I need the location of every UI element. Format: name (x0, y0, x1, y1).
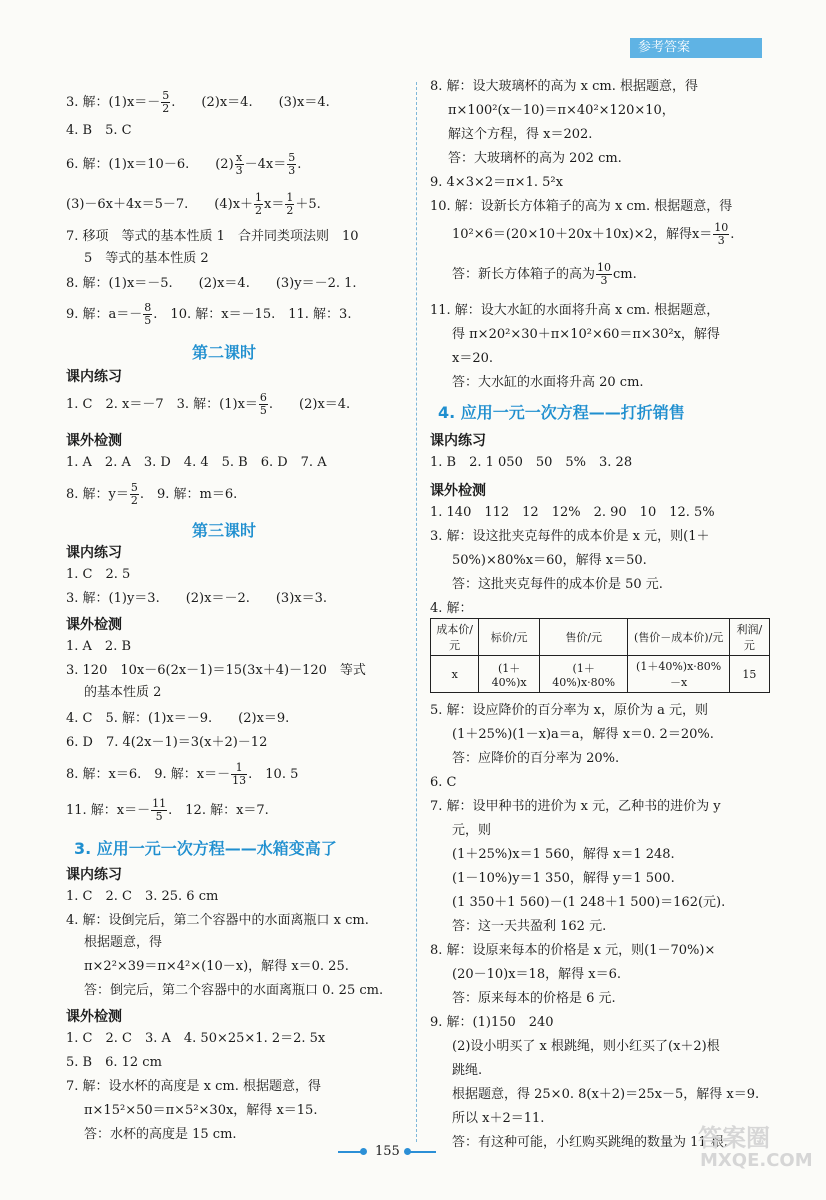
watermark-url: MXQE.COM (700, 1150, 813, 1171)
text: . (297, 157, 302, 172)
text: 8. 解：y＝ (66, 487, 129, 502)
numerator: 1 (286, 191, 294, 204)
answer-line: 答：这批夹克每件的成本价是 50 元. (452, 577, 663, 592)
answer-line: 1. A 2. B (66, 639, 132, 654)
table-row (431, 619, 770, 656)
denominator: 5 (259, 404, 267, 417)
answer-line: 8. 解：设大玻璃杯的高为 x cm. 根据题意，得 (430, 79, 699, 94)
denominator: 2 (286, 204, 294, 217)
denominator: 3 (717, 234, 725, 247)
subsection-after-class: 课外检测 (430, 483, 486, 499)
answer-line: 答：这一天共盈利 162 元. (452, 919, 607, 934)
answer-line: (1 350＋1 560)－(1 248＋1 500)＝162(元). (452, 895, 726, 910)
numerator: 1 (255, 191, 263, 204)
fraction (285, 192, 294, 217)
answer-key-tag: 参考答案 (630, 38, 762, 58)
text: . (2)x＝4. (268, 397, 351, 412)
numerator: 6 (259, 391, 267, 404)
answer-line (430, 262, 637, 287)
text: . 10. 5 (248, 767, 299, 782)
table-header-cell: (售价－成本价)/元 (628, 619, 729, 656)
table-header-cell: 成本价/元 (431, 619, 479, 656)
table-cell: (1＋40%)x (479, 656, 540, 693)
text: . (730, 227, 735, 242)
answer-line: 解这个方程，得 x＝202. (448, 127, 593, 142)
pricing-table (430, 618, 770, 693)
answer-line: 7. 移项 等式的基本性质 1 合并同类项法则 10 (66, 229, 359, 244)
answer-line (66, 798, 269, 823)
answer-line: 4. 解： (430, 601, 473, 616)
fraction (161, 90, 170, 115)
numerator: 1 (231, 762, 247, 775)
section-title-water-tank: 3. 应用一元一次方程——水箱变高了 (74, 839, 337, 858)
answer-line: 1. 140 112 12 12% 2. 90 10 12. 5% (430, 505, 715, 520)
text: x＝ (264, 197, 285, 212)
answer-line: 1. C 2. 5 (66, 567, 131, 582)
numerator: 5 (288, 151, 296, 164)
answer-line (66, 152, 301, 177)
text: 8. 解：x＝6. 9. 解：x＝－ (66, 767, 231, 782)
watermark-logo: 答案圈 (698, 1124, 770, 1152)
answer-line: 1. B 2. 1 050 50 5% 3. 28 (430, 455, 633, 470)
fraction (130, 482, 139, 507)
numerator: 11 (152, 797, 167, 810)
answer-line: π×15²×50＝π×5²×30x，解得 x＝15. (84, 1103, 318, 1118)
subsection-in-class: 课内练习 (66, 545, 122, 561)
text: 10²×6＝(20×10＋20x＋10x)×2，解得x＝ (452, 227, 713, 242)
text: . 10. 解：x＝－15. 11. 解：3. (153, 307, 352, 322)
text: . 12. 解：x＝7. (168, 803, 269, 818)
answer-line: (20－10)x＝18，解得 x＝6. (452, 967, 621, 982)
answer-line: 答：应降价的百分率为 20%. (452, 751, 620, 766)
answer-line: 根据题意，得 (84, 935, 163, 950)
fraction (151, 798, 167, 823)
denominator: 3 (235, 164, 243, 177)
answer-line: 7. 解：设甲种书的进价为 x 元，乙种书的进价为 y (430, 799, 721, 814)
answer-line (66, 302, 351, 327)
text: 6. 解：(1)x＝10－6. (2) (66, 157, 234, 172)
answer-line: 答：大玻璃杯的高为 202 cm. (448, 151, 622, 166)
fraction (235, 152, 244, 177)
denominator: 2 (162, 102, 170, 115)
table-cell: 15 (729, 656, 769, 693)
answer-line: 4. B 5. C (66, 123, 132, 138)
denominator: 3 (600, 274, 608, 287)
numerator: 5 (162, 89, 170, 102)
answer-line: 9. 4×3×2＝π×1. 5²x (430, 175, 563, 190)
answer-line (66, 90, 330, 115)
fraction (231, 762, 247, 787)
answer-line: (1＋25%)(1－x)a＝a，解得 x＝0. 2＝20%. (452, 727, 714, 742)
answer-line: 3. 120 10x－6(2x－1)＝15(3x＋4)－120 等式 (66, 663, 366, 678)
answer-line: (1＋25%)x＝1 560，解得 x＝1 248. (452, 847, 675, 862)
answer-line: 10. 解：设新长方体箱子的高为 x cm. 根据题意，得 (430, 199, 733, 214)
answer-line: (2)设小明买了 x 根跳绳，则小红买了(x＋2)根 (452, 1039, 720, 1054)
page-number: 155 (375, 1144, 400, 1159)
answer-line: 9. 解：(1)150 240 (430, 1015, 554, 1030)
answer-line: 的基本性质 2 (84, 685, 162, 700)
answer-line: 5. 解：设应降价的百分率为 x，原价为 a 元，则 (430, 703, 709, 718)
answer-line: 答：大水缸的水面将升高 20 cm. (452, 375, 644, 390)
denominator: 13 (232, 774, 247, 787)
section-title-discount: 4. 应用一元一次方程——打折销售 (438, 403, 685, 422)
subsection-in-class: 课内练习 (66, 867, 122, 883)
subsection-after-class: 课外检测 (66, 1009, 122, 1025)
text: cm. (613, 267, 637, 282)
answer-line (66, 762, 298, 787)
text: 11. 解：x＝－ (66, 803, 151, 818)
footer-line-right (408, 1151, 436, 1153)
answer-line: 4. C 5. 解：(1)x＝－9. (2)x＝9. (66, 711, 290, 726)
section-title-lesson-3: 第三课时 (192, 521, 257, 540)
answer-line (66, 482, 237, 507)
answer-line: 5. B 6. 12 cm (66, 1055, 162, 1070)
answer-line: 所以 x＋2＝11. (452, 1111, 545, 1126)
answer-line (430, 222, 734, 247)
answer-line: 50%)×80%x＝60，解得 x＝50. (452, 553, 647, 568)
answer-line: 答：有这种可能，小红购买跳绳的数量为 11 根. (452, 1135, 728, 1150)
answer-line: 1. C 2. C 3. A 4. 50×25×1. 2＝2. 5x (66, 1031, 326, 1046)
text: 3. 解：(1)x＝－ (66, 95, 161, 110)
table-row (431, 656, 770, 693)
numerator: 10 (597, 261, 612, 274)
answer-line: 得 π×20²×30＋π×10²×60＝π×30²x，解得 (452, 327, 720, 342)
answer-line: π×2²×39＝π×4²×(10－x)，解得 x＝0. 25. (84, 959, 349, 974)
answer-line: 根据题意，得 25×0. 8(x＋2)＝25x－5，解得 x＝9. (452, 1087, 760, 1102)
answer-line: 5 等式的基本性质 2 (84, 251, 209, 266)
subsection-in-class: 课内练习 (430, 433, 486, 449)
subsection-after-class: 课外检测 (66, 433, 122, 449)
answer-line: 4. 解：设倒完后，第二个容器中的水面离瓶口 x cm. (66, 913, 369, 928)
answer-line: 答：倒完后，第二个容器中的水面离瓶口 0. 25 cm. (84, 983, 384, 998)
text: (3)－6x＋4x＝5－7. (4)x＋ (66, 197, 254, 212)
table-cell: (1＋40%)x·80% (539, 656, 628, 693)
section-title-lesson-2: 第二课时 (192, 343, 257, 362)
text: . (2)x＝4. (3)x＝4. (171, 95, 330, 110)
table-header-cell: 售价/元 (539, 619, 628, 656)
subsection-in-class: 课内练习 (66, 369, 122, 385)
numerator: 8 (144, 301, 152, 314)
answer-line (66, 192, 321, 217)
table-header-cell: 利润/元 (729, 619, 769, 656)
denominator: 2 (130, 494, 138, 507)
fraction (596, 262, 612, 287)
answer-line: 8. 解：(1)x＝－5. (2)x＝4. (3)y＝－2. 1. (66, 276, 357, 291)
fraction (287, 152, 296, 177)
text: －4x＝ (244, 157, 287, 172)
column-divider (416, 82, 417, 1142)
answer-line: (1－10%)y＝1 350，解得 y＝1 500. (452, 871, 675, 886)
footer-dot-left (360, 1148, 367, 1155)
numerator: 10 (714, 221, 729, 234)
answer-line: 6. C (430, 775, 457, 790)
answer-line: 跳绳. (452, 1063, 483, 1078)
text: ＋5. (295, 197, 321, 212)
answer-line: 1. C 2. C 3. 25. 6 cm (66, 889, 219, 904)
subsection-after-class: 课外检测 (66, 617, 122, 633)
numerator: 5 (130, 481, 138, 494)
fraction (143, 302, 152, 327)
table-cell: (1＋40%)x·80%－x (628, 656, 729, 693)
fraction (713, 222, 729, 247)
fraction (254, 192, 263, 217)
answer-line: x＝20. (452, 351, 494, 366)
answer-line: 答：原来每本的价格是 6 元. (452, 991, 616, 1006)
answer-line: 7. 解：设水杯的高度是 x cm. 根据题意，得 (66, 1079, 322, 1094)
denominator: 3 (288, 164, 296, 177)
fraction (259, 392, 268, 417)
table-header-cell: 标价/元 (479, 619, 540, 656)
answer-line: 元，则 (452, 823, 492, 838)
answer-line: 8. 解：设原来每本的价格是 x 元，则(1－70%)× (430, 943, 716, 958)
denominator: 5 (155, 810, 163, 823)
text: 1. C 2. x＝－7 3. 解：(1)x＝ (66, 397, 258, 412)
numerator: x (236, 151, 243, 164)
answer-line: 3. 解：设这批夹克每件的成本价是 x 元，则(1＋ (430, 529, 710, 544)
answer-line: 1. A 2. A 3. D 4. 4 5. B 6. D 7. A (66, 455, 327, 470)
text: 9. 解：a＝－ (66, 307, 143, 322)
denominator: 5 (144, 314, 152, 327)
answer-line: π×100²(x－10)＝π×40²×120×10， (448, 103, 675, 118)
table-cell: x (431, 656, 479, 693)
denominator: 2 (255, 204, 263, 217)
answer-line: 11. 解：设大水缸的水面将升高 x cm. 根据题意， (430, 303, 720, 318)
text: 答：新长方体箱子的高为 (452, 267, 596, 282)
answer-line: 3. 解：(1)y＝3. (2)x＝－2. (3)x＝3. (66, 591, 327, 606)
text: . 9. 解：m＝6. (139, 487, 238, 502)
answer-line: 答：水杯的高度是 15 cm. (84, 1127, 237, 1142)
answer-line: 6. D 7. 4(2x－1)＝3(x＋2)－12 (66, 735, 268, 750)
answer-line (66, 392, 350, 417)
